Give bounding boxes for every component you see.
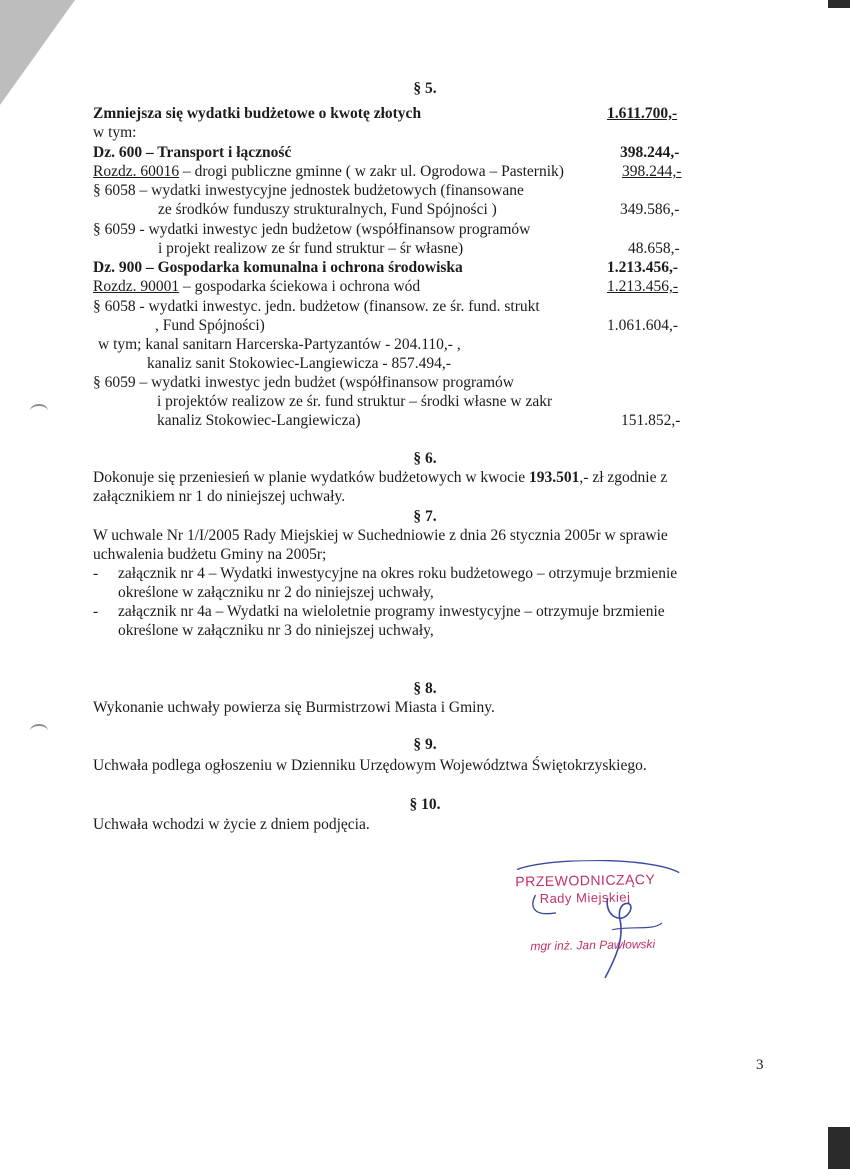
p6059a-line2: i projekt realizow ze śr fund struktur – śr własne) [158,240,464,257]
punch-hole-mark [30,404,48,418]
dz900-amount: 1.213.456,- [607,259,679,276]
section-7-line2: uchwalenia budżetu Gminy na 2005r; [93,546,327,563]
rozdz60016-amount: 398.244,- [622,163,682,180]
page-number: 3 [756,1057,764,1073]
p6058b-line2: , Fund Spójności) [155,317,265,334]
section-7-item2-line1: załącznik nr 4a – Wydatki na wieloletnie programy inwestycyjne – otrzymuje brzmienie [118,603,665,620]
section-8-text: Wykonanie uchwały powierza się Burmistrzowi Miasta i Gminy. [93,699,495,716]
rozdz60016-text: – drogi publiczne gminne ( w zakr ul. Ogrodowa – Pasternik) [179,163,564,180]
wtym-line1: w tym; kanal sanitarn Harcerska-Partyzantów - 204.110,- , [98,336,461,353]
section-5-intro: Zmniejsza się wydatki budżetowe o kwotę złotych [93,105,422,122]
p6059b-line3: kanaliz Stokowiec-Langiewicza) [157,412,361,429]
p6058a-line2: ze środków funduszy strukturalnych, Fund Spójności ) [158,201,497,218]
section-6-heading: § 6. [413,450,437,467]
section-10-text: Uchwała wchodzi w życie z dniem podjęcia. [93,816,370,833]
bullet: - [93,603,99,620]
stamp-subtitle: Rady Miejskiej [539,889,631,907]
rozdz90001-amount: 1.213.456,- [607,278,679,295]
dz900-label: Dz. 900 – Gospodarka komunalna i ochrona środowiska [93,259,463,276]
dz600-amount: 398.244,- [620,144,680,161]
section-6-text: Dokonuje się przeniesień w planie wydatków budżetowych w kwocie [93,469,530,486]
signature-scribble [511,858,688,981]
p6059b-line2: i projektów realizow ze śr. fund struktur – środki własne w zakr [157,393,553,410]
section-7-item1-line1: załącznik nr 4 – Wydatki inwestycyjne na okres roku budżetowego – otrzymuje brzmienie [118,565,678,582]
section-7-item2-line2: określone w załączniku nr 3 do niniejszej uchwały, [118,622,434,639]
chairman-stamp [511,858,688,981]
p6059a-line1: § 6059 - wydatki inwestyc jedn budżetow (współfinansow programów [93,221,531,238]
p6058a-line1: § 6058 – wydatki inwestycyjne jednostek budżetowych (finansowane [93,182,524,199]
rozdz90001-row [93,278,420,296]
p6059b-amount: 151.852,- [621,412,681,429]
rozdz60016-row [93,163,564,181]
stamp-title: PRZEWODNICZĄCY [515,871,656,890]
scan-edge-mark [828,1127,850,1169]
section-6-text-end: ,- zł zgodnie z [579,469,668,486]
section-7-line1: W uchwale Nr 1/I/2005 Rady Miejskiej w Suchedniowie z dnia 26 stycznia 2005r w sprawie [93,527,668,544]
p6058b-line1: § 6058 - wydatki inwestyc. jedn. budżetow (finansow. ze śr. fund. strukt [93,298,540,315]
rozdz60016-code: Rozdz. 60016 [93,163,180,180]
section-8-heading: § 8. [413,680,437,697]
section-10-heading: § 10. [409,796,441,813]
section-5-heading: § 5. [413,80,437,97]
p6058a-amount: 349.586,- [620,201,680,218]
section-6-amount: 193.501 [529,469,580,486]
bullet: - [93,565,99,582]
section-5-intro-amount: 1.611.700,- [607,105,678,122]
rozdz90001-code: Rozdz. 90001 [93,278,180,295]
section-9-heading: § 9. [413,736,437,753]
p6058b-amount: 1.061.604,- [607,317,679,334]
section-7-heading: § 7. [413,508,437,525]
wtym-line2: kanaliz sanit Stokowiec-Langiewicza - 857.494,- [147,355,451,372]
p6059a-amount: 48.658,- [628,240,680,257]
rozdz90001-text: – gospodarka ściekowa i ochrona wód [179,278,421,295]
section-6-line1 [93,469,667,487]
in-that-label: w tym: [93,124,137,141]
section-7-item1-line2: określone w załączniku nr 2 do niniejszej uchwały, [118,584,434,601]
dz600-label: Dz. 600 – Transport i łączność [93,144,292,161]
section-6-line2: załącznikiem nr 1 do niniejszej uchwały. [93,488,346,505]
scan-edge-mark [828,0,850,8]
stamp-signature-name: mgr inż. Jan Pawłowski [530,937,656,954]
section-9-text: Uchwała podlega ogłoszeniu w Dzienniku Urzędowym Województwa Świętokrzyskiego. [93,757,647,774]
p6059b-line1: § 6059 – wydatki inwestyc jedn budżet (współfinansow programów [93,374,515,391]
